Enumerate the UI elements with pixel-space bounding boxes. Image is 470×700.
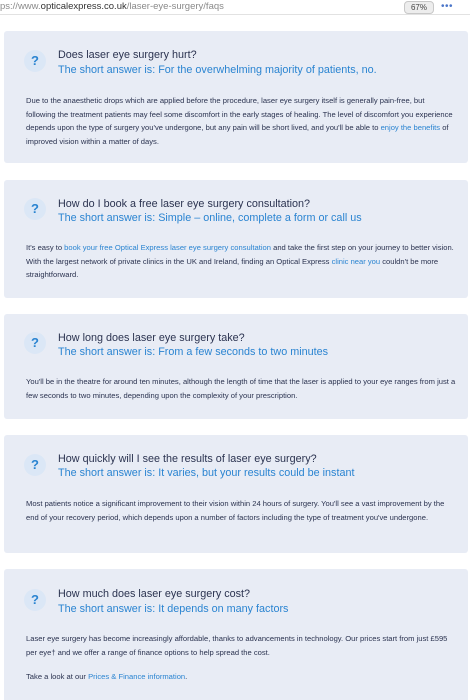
answer-text: It's easy to (26, 243, 65, 252)
faq-question[interactable]: How long does laser eye surgery take? (58, 332, 245, 344)
answer-text-end: . (185, 672, 188, 681)
question-icon: ? (24, 50, 46, 72)
faq-answer-body (26, 497, 456, 524)
zoom-level-badge[interactable]: 67% (404, 1, 434, 14)
faq-answer-body (26, 375, 456, 402)
answer-text: Due to the anaesthetic drops which are applied before the procedure, laser eye surgery itself is generally pain-free, but following the treatment patients may feel some discomfort in the early stages of healing. The level of discomfort you experience depends upon the type of surgery you've undergone, but any pain will be short lived, and you'll be able to (26, 96, 453, 132)
url-text[interactable] (0, 0, 224, 14)
faq-question[interactable]: Does laser eye surgery hurt? (58, 49, 197, 61)
question-icon: ? (24, 454, 46, 476)
faq-short-answer: The short answer is: From a few seconds to two minutes (58, 346, 329, 358)
prices-finance-link[interactable]: Prices & Finance information (88, 672, 186, 681)
clinic-near-you-link[interactable]: clinic near you (331, 256, 381, 266)
url-prefix: ps://www. (0, 1, 41, 12)
faq-card-pain (4, 31, 468, 163)
question-icon: ? (24, 589, 46, 611)
faq-short-answer: The short answer is: It depends on many factors (58, 603, 289, 615)
faq-short-answer: The short answer is: Simple – online, complete a form or call us (58, 212, 362, 224)
answer-text-mid: and take the first step on your journey to better vision. With the largest network of private clinics in the UK and Ireland, finding an Optical Express (26, 243, 454, 266)
faq-question[interactable]: How much does laser eye surgery cost? (58, 588, 251, 600)
answer-text: Most patients notice a significant improvement to their vision within 24 hours of surgery. You'll see a vast improvement by the end of your recovery period, which depends upon a number of factors including the type of treatment you've undergone. (26, 499, 445, 522)
faq-short-answer: The short answer is: It varies, but your results could be instant (58, 467, 355, 479)
faq-card-booking (4, 180, 468, 298)
url-host: opticalexpress.co.uk (40, 1, 127, 12)
browser-address-bar[interactable] (0, 0, 470, 15)
answer-text-end: of improved vision within a matter of days. (26, 123, 449, 146)
faq-card-cost (4, 569, 468, 700)
question-icon: ? (24, 198, 46, 220)
faq-card-duration (4, 314, 468, 419)
answer-text: Laser eye surgery has become increasingly affordable, thanks to advancements in technology. Our prices start from just £595 per eye† and we offer a range of finance options to help spread the cost. (26, 634, 448, 657)
faq-card-results (4, 435, 468, 553)
answer-text: You'll be in the theatre for around ten minutes, although the length of time that the laser is applied to your eye ranges from just a few seconds to two minutes, depending upon the complexity of your prescription. (26, 377, 456, 400)
answer-text: Take a look at our (26, 672, 89, 681)
faq-answer-body (26, 241, 456, 282)
enjoy-benefits-link[interactable]: enjoy the benefits (380, 123, 441, 132)
book-consultation-link[interactable]: book your free Optical Express laser eye surgery consultation (64, 243, 271, 252)
faq-short-answer: The short answer is: For the overwhelming majority of patients, no. (58, 64, 377, 76)
faq-answer-body-extra (26, 670, 456, 684)
faq-answer-body (26, 632, 456, 659)
faq-question[interactable]: How do I book a free laser eye surgery consultation? (58, 198, 311, 210)
url-path: /laser-eye-surgery/faqs (126, 1, 224, 12)
question-icon: ? (24, 332, 46, 354)
ellipsis-icon[interactable]: ••• (441, 1, 454, 12)
answer-text-end: couldn't be more straightforward. (26, 256, 439, 279)
faq-answer-body (26, 94, 456, 148)
faq-question[interactable]: How quickly will I see the results of laser eye surgery? (58, 453, 317, 465)
